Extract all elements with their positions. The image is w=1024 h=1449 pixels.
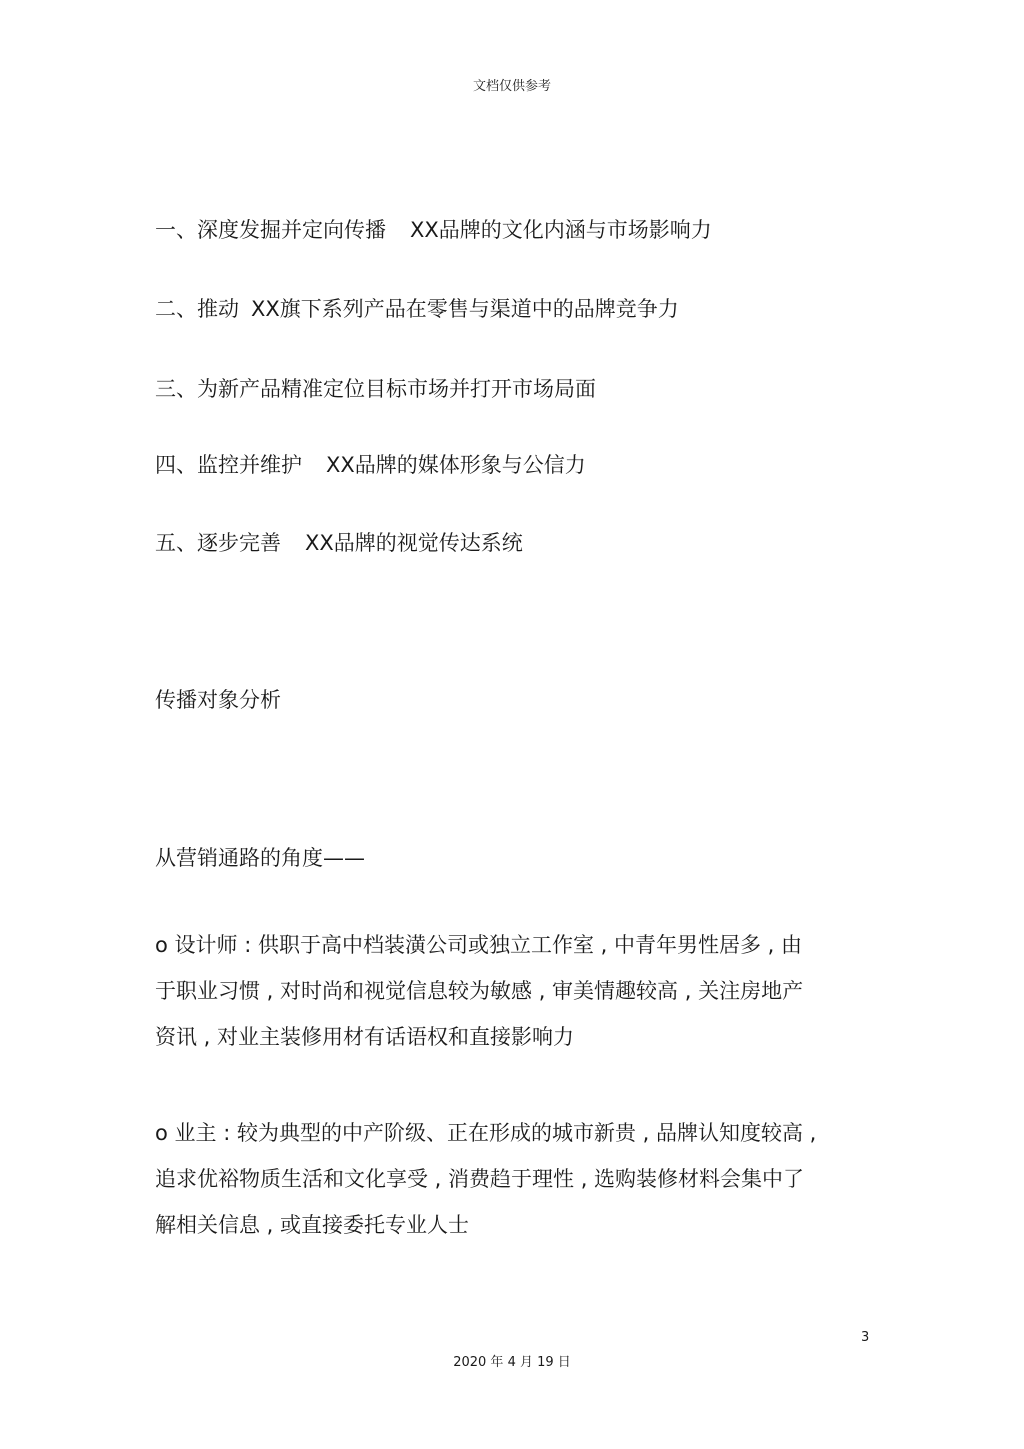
paragraph-line: 资讯 , 对业主装修用材有话语权和直接影响力 [155,1025,575,1049]
paragraph-line: 于职业习惯 , 对时尚和视觉信息较为敏感 , 审美情趣较高 , 关注房地产 [155,979,804,1003]
goal-prefix: 四、监控并维护 [155,453,302,477]
paragraph-line: 追求优裕物质生活和文化享受 , 消费趋于理性 , 选购装修材料会集中了 [155,1167,805,1191]
goal-prefix: 二、推动 [155,297,239,321]
page-number: 3 [861,1330,870,1345]
paragraph-line: o 设计师 : 供职于高中档装潢公司或独立工作室 , 中青年男性居多 , 由 [155,933,802,957]
paragraph-designer [155,922,875,1060]
paragraph-line: o 业主 : 较为典型的中产阶级、正在形成的城市新贵 , 品牌认知度较高 , [155,1121,817,1145]
section-title: 传播对象分析 [155,688,281,712]
goal-brand: XX [410,218,439,242]
goal-suffix: 旗下系列产品在零售与渠道中的品牌竞争力 [279,297,679,321]
goal-suffix: 品牌的视觉传达系统 [333,531,523,555]
goal-suffix: 品牌的媒体形象与公信力 [354,453,586,477]
paragraph-owner [155,1110,875,1248]
paragraph-line: 解相关信息 , 或直接委托专业人士 [155,1213,470,1237]
goal-item-5 [155,527,523,557]
goal-brand: XX [326,453,355,477]
goal-brand: XX [305,531,334,555]
footer-date: 2020 年 4 月 19 日 [453,1355,571,1370]
goal-prefix: 三、为新产品精准定位目标市场并打开市场局面 [155,377,596,401]
goal-item-3 [155,373,596,403]
goal-suffix: 品牌的文化内涵与市场影响力 [438,218,712,242]
goal-item-1 [155,214,712,244]
subsection-title: 从营销通路的角度—— [155,846,365,870]
goal-item-2 [155,293,679,323]
goal-prefix: 五、逐步完善 [155,531,281,555]
goal-prefix: 一、深度发掘并定向传播 [155,218,386,242]
goal-brand: XX [251,297,280,321]
page-header: 文档仅供参考 [472,79,551,94]
goal-item-4 [155,449,586,479]
